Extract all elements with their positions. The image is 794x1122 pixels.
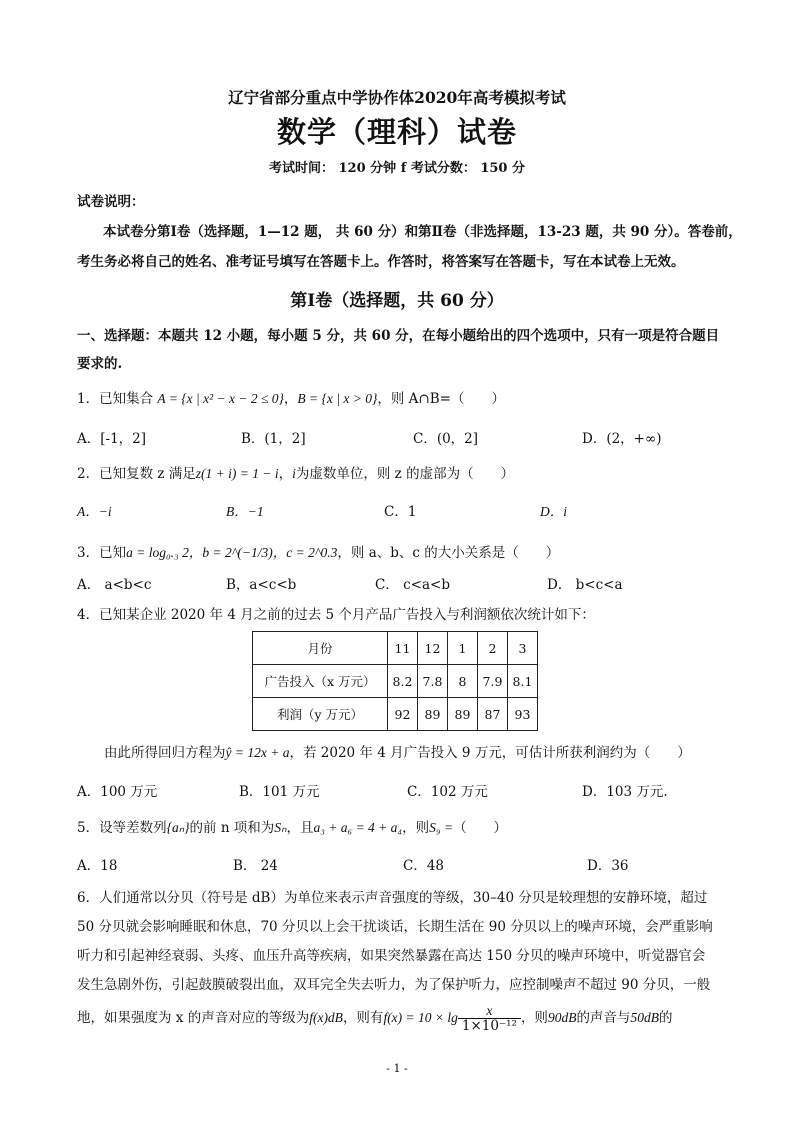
q6-d50: 50dB [630, 1010, 659, 1025]
q1-set-b: B = {x | x > 0} [297, 391, 378, 406]
q1-separator: ， [283, 391, 298, 407]
table-cell: 12 [418, 632, 448, 665]
q5-sequence: {aₙ} [166, 820, 190, 835]
section-instruction-2: 要求的. [77, 356, 123, 372]
q6-text-d: 的声音与 [576, 1010, 631, 1026]
q5-text-1: 5．设等差数列 [77, 820, 167, 836]
table-cell: 8 [448, 665, 478, 698]
q5-text-3: ，且 [286, 820, 314, 836]
notes-line-2: 考生务必将自己的姓名、准考证号填写在答题卡上。作答时，将答案写在答题卡，写在本试卷上无效。 [77, 254, 685, 270]
q4-option-c: C．102 万元 [407, 784, 488, 800]
q1-number: 1．已知集合 [77, 391, 154, 407]
table-cell: 2 [478, 632, 508, 665]
notes-line-1: 本试卷分第Ⅰ卷（选择题，1—12 题， 共 60 分）和第Ⅱ卷（非选择题，13-23 题，共 90 分）。答卷前， [103, 224, 742, 240]
q3-text-1: 3．已知 [77, 545, 127, 561]
q5-text-2: 的前 n 项和为 [189, 820, 275, 836]
q6-text-c: ，则 [520, 1010, 548, 1026]
table-cell: 89 [448, 698, 478, 731]
q6-formula-lhs: f(x) = 10 × lg [383, 1010, 458, 1025]
q6-text-b: ，则有 [342, 1010, 384, 1026]
q3-option-c: C． c<a<b [375, 577, 450, 593]
q2-text-3: 为虚数单位，则 z 的虚部为（ ） [295, 466, 515, 482]
q5-sn: Sₙ [274, 820, 287, 835]
exam-org-title: 辽宁省部分重点中学协作体2020年高考模拟考试 [228, 88, 566, 107]
table-cell: 3 [508, 632, 538, 665]
q4-follow-1: 由此所得回归方程为 [104, 745, 226, 761]
q4-followup [104, 741, 691, 761]
q6-d90: 90dB [547, 1010, 577, 1025]
table-cell: 7.8 [418, 665, 448, 698]
q6-frac-denominator: 1×10⁻¹² [461, 1018, 517, 1034]
table-cell: 87 [478, 698, 508, 731]
q5-condition: a₃ + a₆ = 4 + a₄ [313, 820, 403, 835]
table-cell: 8.1 [508, 665, 538, 698]
q4-follow-2: ，若 2020 年 4 月广告投入 9 万元，可估计所获利润约为（ ） [289, 745, 691, 761]
q3-option-b: B，a<c<b [226, 577, 297, 593]
q4-option-d: D．103 万元. [582, 784, 668, 800]
q2-equation: z(1 + i) = 1 − i [195, 466, 279, 481]
q3-option-d: D． b<c<a [547, 577, 623, 593]
q1-set-a: A = {x | x² − x − 2 ≤ 0} [157, 391, 284, 406]
q1-option-c: C．(0，2] [413, 431, 479, 447]
table-cell: 92 [388, 698, 418, 731]
q3-expression: a = log₀.₃ 2，b = 2^(−1/3)，c = 2^0.3 [126, 545, 338, 560]
question-2 [77, 462, 514, 482]
table-cell: 89 [418, 698, 448, 731]
q6-line-5 [77, 1003, 672, 1034]
q5-option-a: A．18 [77, 858, 118, 874]
q6-fx: f(x)dB [309, 1010, 343, 1025]
section-title: 第Ⅰ卷（选择题，共 60 分） [290, 291, 504, 311]
q3-option-a: A． a<b<c [77, 577, 152, 593]
question-4-stem: 4．已知某企业 2020 年 4 月之前的过去 5 个月产品广告投入与利润额依次统计如下： [77, 607, 595, 623]
q5-s9: S₉ = [429, 820, 454, 835]
q2-option-c: C．1 [384, 504, 417, 520]
q5-option-d: D．36 [587, 858, 629, 874]
q6-line-4: 发生急剧外伤，引起鼓膜破裂出血，双耳完全失去听力，为了保护听力，应控制噪声不超过 90 分贝，一般 [77, 977, 711, 993]
q2-text-2: ， [278, 466, 293, 482]
q2-option-a: A．−i [77, 504, 112, 519]
table-cell: 7.9 [478, 665, 508, 698]
q2-text-1: 2．已知复数 z 满足 [77, 466, 196, 482]
q1-option-b: B．(1，2] [241, 431, 306, 447]
row-header-profit: 利润（y 万元） [253, 698, 388, 731]
table-row [253, 632, 538, 665]
q6-line-2: 50 分贝就会影响睡眠和休息，70 分贝以上会干扰谈话，长期生活在 90 分贝以上的噪声环境，会严重影响 [77, 919, 713, 935]
table-row [253, 698, 538, 731]
q4-option-a: A．100 万元 [77, 784, 158, 800]
q2-imag-unit: i [292, 466, 296, 481]
question-1 [77, 387, 505, 407]
q2-option-d: D．i [540, 504, 567, 519]
row-header-month: 月份 [253, 632, 388, 665]
q5-text-4: ，则 [402, 820, 430, 836]
q6-text-a: 地，如果强度为 x 的声音对应的等级为 [77, 1010, 310, 1026]
row-header-ad: 广告投入（x 万元） [253, 665, 388, 698]
q6-frac-numerator: x [458, 1003, 521, 1019]
q6-text-e: 的 [658, 1010, 673, 1026]
q2-option-b: B．−1 [226, 504, 264, 519]
q1-option-a: A．[-1，2] [77, 431, 147, 447]
table-cell: 93 [508, 698, 538, 731]
q4-regression-eq: ŷ = 12x + a [225, 745, 290, 760]
table-cell: 11 [388, 632, 418, 665]
table-cell: 8.2 [388, 665, 418, 698]
page-number: - 1 - [386, 1062, 408, 1075]
q5-option-c: C．48 [403, 858, 445, 874]
subject-title: 数学（理科）试卷 [276, 115, 517, 149]
q1-option-d: D．(2，+∞) [582, 431, 662, 447]
exam-info: 考试时间： 120 分钟 f 考试分数： 150 分 [268, 161, 526, 176]
question-3 [77, 541, 559, 561]
q1-ask: ，则 A∩B=（ ） [377, 391, 505, 407]
table-cell: 1 [448, 632, 478, 665]
q5-option-b: B． 24 [233, 858, 278, 874]
question-5 [77, 816, 507, 836]
table-row [253, 665, 538, 698]
q6-fraction [458, 1003, 521, 1034]
q6-line-1: 6．人们通常以分贝（符号是 dB）为单位来表示声音强度的等级，30–40 分贝是较理想的安静环境，超过 [77, 890, 708, 906]
notes-label: 试卷说明： [77, 194, 145, 210]
q6-line-3: 听力和引起神经衰弱、头疼、血压升高等疾病，如果突然暴露在高达 150 分贝的噪声环境中，听觉器官会 [77, 948, 706, 964]
q5-text-5: （ ） [453, 820, 508, 836]
q4-option-b: B．101 万元 [239, 784, 320, 800]
section-instruction-1: 一、选择题：本题共 12 小题，每小题 5 分，共 60 分，在每小题给出的四个选项中，只有一项是符合题目 [77, 328, 720, 344]
q4-data-table [252, 631, 538, 731]
q3-text-2: ，则 a、b、c 的大小关系是（ ） [337, 545, 560, 561]
